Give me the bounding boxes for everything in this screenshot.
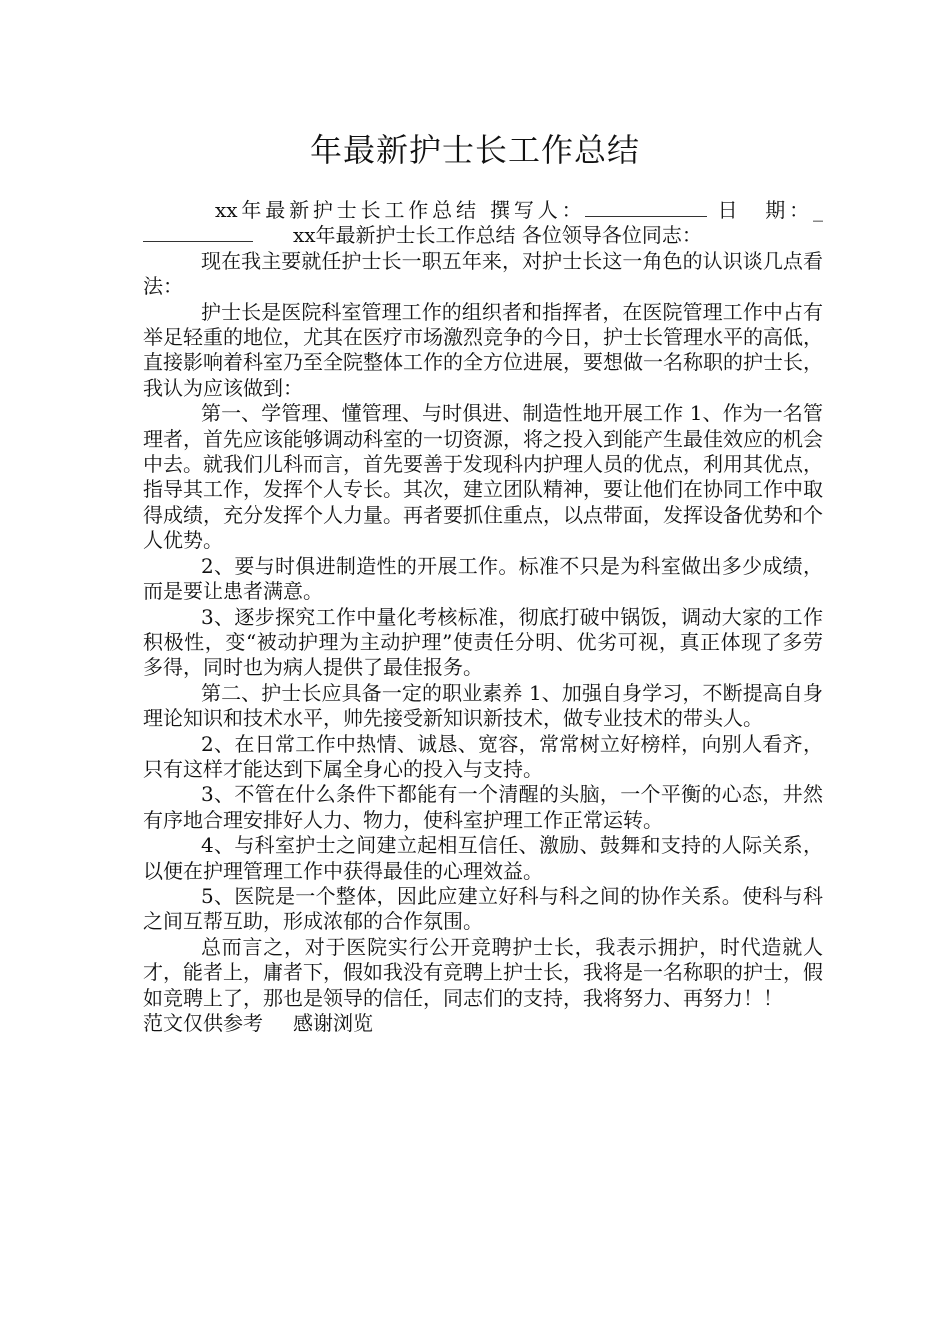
paragraph: 2、要与时俱进制造性的开展工作。标准不只是为科室做出多少成绩，而是要让患者满意。: [143, 553, 823, 604]
meta-heading-2: xx年最新护士长工作总结: [293, 223, 516, 248]
closing-note-2: 感谢浏览: [293, 1011, 373, 1035]
meta-heading: xx年最新护士长工作总结: [215, 198, 480, 222]
closing-text: 总而言之，对于医院实行公开竞聘护士长，我表示拥护，时代造就人才，能者上，庸者下，假如我没有竞聘上护士长，我将是一名称职的护士，假如竞聘上了，那也是领导的信任，同志们的支持，我将努力、再努力！！: [143, 934, 823, 1010]
author-blank: [585, 198, 707, 217]
author-label: 撰写人：: [490, 198, 586, 222]
document-body: [143, 198, 823, 1036]
paragraph: 现在我主要就任护士长一职五年来，对护士长这一角色的认识谈几点看法：: [143, 248, 823, 299]
meta-line: [143, 198, 823, 249]
paragraph: 4、与科室护士之间建立起相互信任、激励、鼓舞和支持的人际关系，以便在护理管理工作中获得最佳的心理效益。: [143, 833, 823, 883]
paragraph: 第一、学管理、懂管理、与时俱进、制造性地开展工作 1、作为一名管理者，首先应该能够调动科室的一切资源，将之投入到能产生最佳效应的机会中去。就我们儿科而言，首先要善于发现科内护理人员的优点，利用其优点，指导其工作，发挥个人专长。其次，建立团队精神，要让他们在协同工作中取得成绩，充分发挥个人力量。再者要抓住重点，以点带面，发挥设备优势和个人优势。: [143, 401, 823, 553]
greeting: 各位领导各位同志：: [521, 223, 702, 248]
date-blank: [143, 223, 253, 242]
paragraph: 护士长是医院科室管理工作的组织者和指挥者，在医院管理工作中占有举足轻重的地位，尤其在医疗市场激烈竞争的今日，护士长管理水平的高低，直接影响着科室乃至全院整体工作的全方位进展，要想做一名称职的护士长，我认为应该做到：: [143, 299, 823, 400]
paragraph: 5、医院是一个整体，因此应建立好科与科之间的协作关系。使科与科之间互帮互助，形成浓郁的合作氛围。: [143, 883, 823, 934]
paragraph: 第二、护士长应具备一定的职业素养 1、加强自身学习，不断提高自身理论知识和技术水平，帅先接受新知识新技术，做专业技术的带头人。: [143, 680, 823, 731]
document-title: 年最新护士长工作总结: [309, 131, 640, 169]
paragraph: 3、逐步探究工作中量化考核标准，彻底打破中锅饭，调动大家的工作积极性，变“被动护理为主动护理”使责任分明、优劣可视，真正体现了多劳多得，同时也为病人提供了最佳报务。: [143, 604, 823, 680]
paragraph: 3、不管在什么条件下都能有一个清醒的头脑，一个平衡的心态，井然有序地合理安排好人力、物力，使科室护理工作正常运转。: [143, 782, 823, 832]
closing-note-1: 范文仅供参考: [143, 1011, 263, 1035]
closing-paragraph: [143, 935, 823, 1037]
date-underscore: _: [813, 198, 823, 222]
date-label: 日 期：: [717, 198, 813, 222]
paragraph: 2、在日常工作中热情、诚恳、宽容，常常树立好榜样，向别人看齐，只有这样才能达到下属全身心的投入与支持。: [143, 731, 823, 781]
